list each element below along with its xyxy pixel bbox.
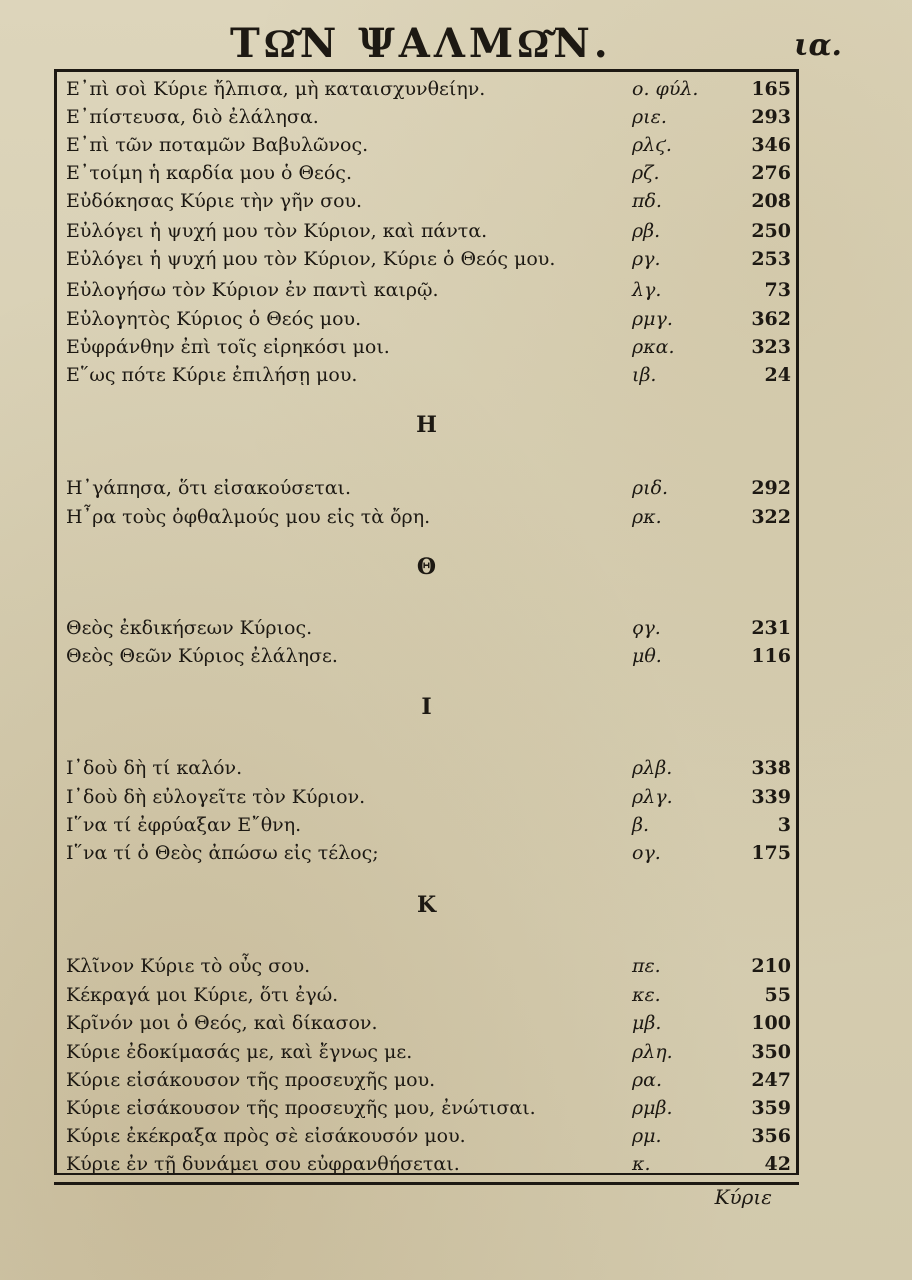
psalm-incipit: Εὐδόκησας Κύριε τὴν γῆν σου. xyxy=(66,190,363,212)
psalm-number: κ. xyxy=(632,1153,651,1175)
page-number: 165 xyxy=(751,78,791,100)
psalm-incipit: Ι῞να τί ἐφρύαξαν Ε῎θνη. xyxy=(66,814,302,836)
table-row xyxy=(66,1094,791,1122)
psalm-number: ριε. xyxy=(632,106,667,128)
table-row xyxy=(66,305,791,333)
psalm-incipit: Ε᾿πίστευσα, διὸ ἐλάλησα. xyxy=(66,106,319,128)
page-number: 247 xyxy=(751,1069,791,1091)
psalm-number: ρα. xyxy=(632,1069,663,1091)
table-row xyxy=(66,503,791,531)
table-row xyxy=(66,159,791,187)
table-row xyxy=(66,131,791,159)
psalm-incipit: Εὐλόγει ἡ ψυχή μου τὸν Κύριον, Κύριε ὁ Θεός μου. xyxy=(66,248,556,270)
page-number: 322 xyxy=(751,506,791,528)
page-number: 100 xyxy=(751,1012,791,1034)
table-row xyxy=(66,981,791,1009)
psalm-number: ρλϛ. xyxy=(632,134,672,156)
psalm-incipit: Ε᾿πὶ τῶν ποταμῶν Βαβυλῶνος. xyxy=(66,134,369,156)
page-number: 55 xyxy=(764,984,791,1006)
table-row xyxy=(66,474,791,502)
psalm-number: ο. φύλ. xyxy=(632,78,699,100)
table-row xyxy=(66,811,791,839)
table-row xyxy=(66,187,791,215)
page-number: 323 xyxy=(751,336,791,358)
psalm-number: ρμ. xyxy=(632,1125,662,1147)
page-number: 24 xyxy=(764,364,791,386)
psalm-incipit: Η῏ρα τοὺς ὀφθαλμούς μου εἰς τὰ ὄρη. xyxy=(66,506,431,528)
catchword: Κύριε xyxy=(714,1185,772,1209)
psalm-number: πε. xyxy=(632,955,661,977)
section-letter-eta: Η xyxy=(416,412,437,438)
table-row xyxy=(66,642,791,670)
psalm-number: λγ. xyxy=(632,279,662,301)
psalm-number: μβ. xyxy=(632,1012,662,1034)
psalm-incipit: Κύριε εἰσάκουσον τῆς προσευχῆς μου. xyxy=(66,1069,436,1091)
page-number: 3 xyxy=(777,814,791,836)
table-row xyxy=(66,245,791,273)
table-row xyxy=(66,1150,791,1178)
page-number: 210 xyxy=(751,955,791,977)
table-row xyxy=(66,361,791,389)
psalm-incipit: Η᾿γάπησα, ὅτι εἰσακούσεται. xyxy=(66,477,352,499)
psalm-number: ρλβ. xyxy=(632,757,673,779)
folio-number: ια. xyxy=(793,28,842,63)
psalm-number: ριδ. xyxy=(632,477,669,499)
psalm-incipit: Κρῖνόν μοι ὁ Θεός, καὶ δίκασον. xyxy=(66,1012,378,1034)
table-row xyxy=(66,839,791,867)
section-letter-kappa: Κ xyxy=(416,892,437,918)
psalm-number: ρζ. xyxy=(632,162,660,184)
running-header xyxy=(230,18,852,70)
page-number: 359 xyxy=(751,1097,791,1119)
psalm-incipit: Ι᾿δοὺ δὴ τί καλόν. xyxy=(66,757,243,779)
psalm-incipit: Εὐφράνθην ἐπὶ τοῖς εἰρηκόσι μοι. xyxy=(66,336,390,358)
page-number: 276 xyxy=(751,162,791,184)
page-number: 253 xyxy=(751,248,791,270)
page-title: ΤΩ͂Ν ΨΑΛΜΩ͂Ν. xyxy=(230,20,612,67)
table-row xyxy=(66,1038,791,1066)
page-number: 42 xyxy=(764,1153,791,1175)
table-row xyxy=(66,754,791,782)
table-row xyxy=(66,1009,791,1037)
psalm-number: ρλη. xyxy=(632,1041,673,1063)
psalm-number: ρκ. xyxy=(632,506,662,528)
psalm-incipit: Ε᾿τοίμη ἡ καρδία μου ὁ Θεός. xyxy=(66,162,352,184)
psalm-number: πδ. xyxy=(632,190,662,212)
table-row xyxy=(66,1066,791,1094)
psalm-number: ιβ. xyxy=(632,364,657,386)
psalm-number: ρμγ. xyxy=(632,308,673,330)
page-number: 338 xyxy=(751,757,791,779)
page-number: 346 xyxy=(751,134,791,156)
page-number: 250 xyxy=(751,220,791,242)
psalm-number: β. xyxy=(632,814,650,836)
psalm-incipit: Εὐλόγει ἡ ψυχή μου τὸν Κύριον, καὶ πάντα. xyxy=(66,220,488,242)
table-row xyxy=(66,333,791,361)
table-row xyxy=(66,75,791,103)
psalm-incipit: Ε῞ως πότε Κύριε ἐπιλήσῃ μου. xyxy=(66,364,358,386)
psalm-number: ογ. xyxy=(632,842,661,864)
psalm-number: κε. xyxy=(632,984,661,1006)
psalm-incipit: Εὐλογήσω τὸν Κύριον ἐν παντὶ καιρῷ. xyxy=(66,279,439,301)
table-row xyxy=(66,103,791,131)
table-row xyxy=(66,1122,791,1150)
psalm-incipit: Εὐλογητὸς Κύριος ὁ Θεός μου. xyxy=(66,308,362,330)
table-row xyxy=(66,952,791,980)
page-number: 339 xyxy=(751,786,791,808)
psalm-number: ρβ. xyxy=(632,220,661,242)
psalm-incipit: Κύριε ἐκέκραξα πρὸς σὲ εἰσάκουσόν μου. xyxy=(66,1125,466,1147)
psalm-number: μθ. xyxy=(632,645,662,667)
table-row xyxy=(66,783,791,811)
section-letter-iota: Ι xyxy=(421,694,432,720)
page-number: 362 xyxy=(751,308,791,330)
psalm-number: ρκα. xyxy=(632,336,675,358)
psalm-number: ϙγ. xyxy=(632,617,661,639)
psalm-incipit: Θεὸς ἐκδικήσεων Κύριος. xyxy=(66,617,313,639)
page-number: 116 xyxy=(751,645,791,667)
page-number: 73 xyxy=(764,279,791,301)
page-number: 175 xyxy=(751,842,791,864)
page-number: 208 xyxy=(751,190,791,212)
page-number: 350 xyxy=(751,1041,791,1063)
psalm-incipit: Κλῖνον Κύριε τὸ οὖς σου. xyxy=(66,955,311,977)
psalm-incipit: Κύριε ἐν τῇ δυνάμει σου εὐφρανθήσεται. xyxy=(66,1153,460,1175)
psalm-incipit: Ι῞να τί ὁ Θεὸς ἀπώσω εἰς τέλος; xyxy=(66,842,379,864)
psalm-incipit: Κέκραγά μοι Κύριε, ὅτι ἐγώ. xyxy=(66,984,339,1006)
psalm-incipit: Κύριε εἰσάκουσον τῆς προσευχῆς μου, ἐνώτισαι. xyxy=(66,1097,536,1119)
page-number: 356 xyxy=(751,1125,791,1147)
psalm-incipit: Κύριε ἐδοκίμασάς με, καὶ ἔγνως με. xyxy=(66,1041,413,1063)
table-row xyxy=(66,276,791,304)
page-number: 292 xyxy=(751,477,791,499)
section-letter-theta: Θ xyxy=(416,554,437,580)
table-row xyxy=(66,614,791,642)
psalm-incipit: Ε᾿πὶ σοὶ Κύριε ἤλπισα, μὴ καταισχυνθείην. xyxy=(66,78,486,100)
page-number: 231 xyxy=(751,617,791,639)
psalm-incipit: Θεὸς Θεῶν Κύριος ἐλάλησε. xyxy=(66,645,338,667)
psalm-number: ρμβ. xyxy=(632,1097,673,1119)
psalm-number: ρλγ. xyxy=(632,786,673,808)
page-number: 293 xyxy=(751,106,791,128)
psalm-number: ργ. xyxy=(632,248,661,270)
psalm-incipit: Ι᾿δοὺ δὴ εὐλογεῖτε τὸν Κύριον. xyxy=(66,786,366,808)
bottom-rule xyxy=(54,1182,799,1185)
table-row xyxy=(66,217,791,245)
